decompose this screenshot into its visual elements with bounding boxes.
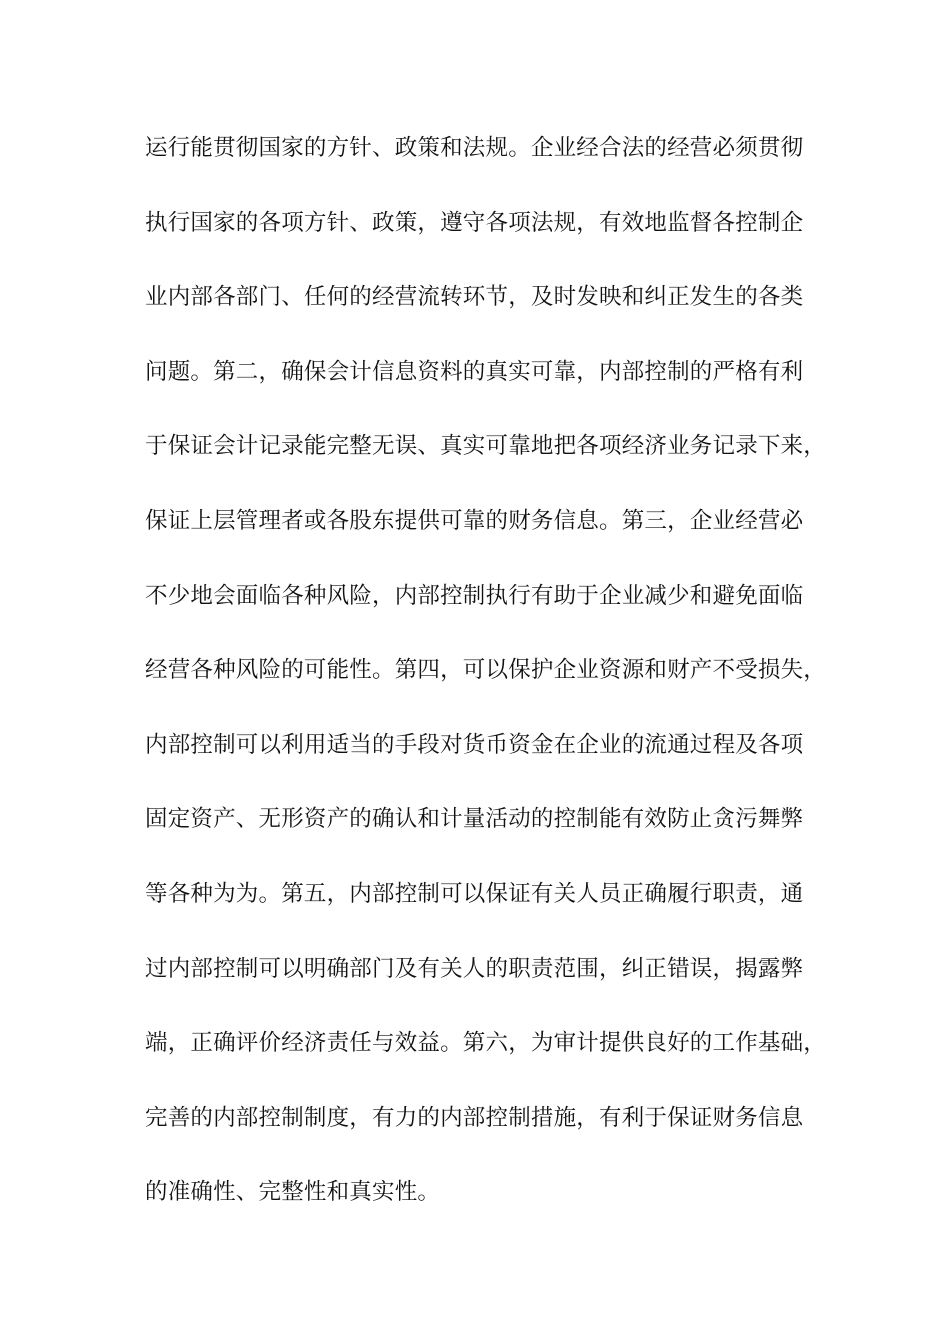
text-line: 执行国家的各项方针、政策，遵守各项法规，有效地监督各控制企 <box>145 209 804 236</box>
text-line: 完善的内部控制制度，有力的内部控制措施，有利于保证财务信息 <box>145 1104 804 1131</box>
text-line: 内部控制可以利用适当的手段对货币资金在企业的流通过程及各项 <box>145 731 804 758</box>
text-line: 保证上层管理者或各股东提供可靠的财务信息。第三，企业经营必 <box>145 507 804 534</box>
text-line: 端，正确评价经济责任与效益。第六，为审计提供良好的工作基础， <box>145 1030 827 1057</box>
text-line: 固定资产、无形资产的确认和计量活动的控制能有效防止贪污舞弊 <box>145 806 804 833</box>
text-line: 经营各种风险的可能性。第四，可以保护企业资源和财产不受损失， <box>145 657 827 684</box>
text-line: 于保证会计记录能完整无误、真实可靠地把各项经济业务记录下来， <box>145 433 827 460</box>
text-line: 运行能贯彻国家的方针、政策和法规。企业经合法的经营必须贯彻 <box>145 135 804 161</box>
text-line: 业内部各部门、任何的经营流转环节，及时发映和纠正发生的各类 <box>145 284 804 311</box>
text-line: 的准确性、完整性和真实性。 <box>145 1179 441 1206</box>
text-line: 过内部控制可以明确部门及有关人的职责范围，纠正错误，揭露弊 <box>145 955 804 982</box>
text-line: 问题。第二，确保会计信息资料的真实可靠，内部控制的严格有利 <box>145 358 804 385</box>
body-text <box>145 130 827 1249</box>
text-line: 等各种为为。第五，内部控制可以保证有关人员正确履行职责，通 <box>145 880 804 907</box>
text-line: 不少地会面临各种风险，内部控制执行有助于企业减少和避免面临 <box>145 582 804 609</box>
